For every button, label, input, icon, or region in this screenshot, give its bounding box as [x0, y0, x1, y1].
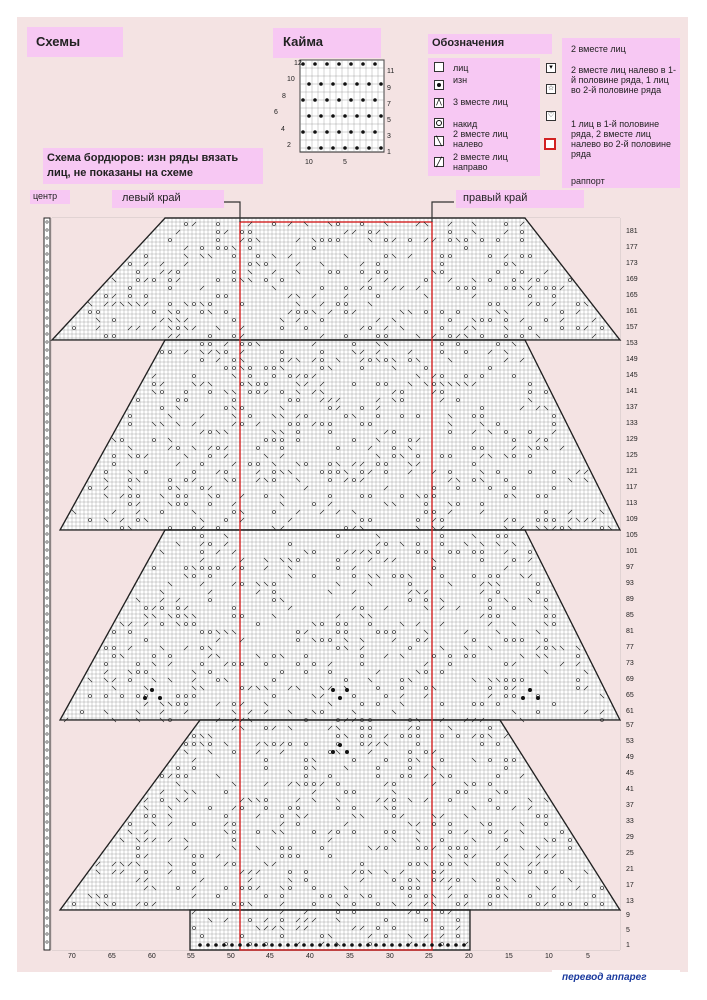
purl-stitch	[345, 688, 349, 692]
border-purl-stitch	[313, 62, 317, 66]
purl-stitch	[326, 943, 330, 947]
chart-mask	[470, 910, 620, 950]
border-purl-stitch	[319, 114, 323, 118]
purl-stitch	[206, 943, 210, 947]
column-number: 60	[148, 953, 156, 960]
left-edge-label: левый край	[122, 192, 181, 204]
border-purl-stitch	[307, 146, 311, 150]
border-row-number: 9	[387, 85, 391, 92]
border-purl-stitch	[367, 114, 371, 118]
column-number: 50	[227, 953, 235, 960]
purl-stitch	[331, 750, 335, 754]
center-label-box	[30, 190, 70, 204]
purl-stitch	[331, 688, 335, 692]
purl-stitch	[338, 696, 342, 700]
translator-credit-box	[552, 970, 680, 986]
border-purl-stitch	[331, 114, 335, 118]
schemes-title: Схемы	[36, 34, 81, 49]
border-purl-stitch	[373, 98, 377, 102]
purl-stitch	[350, 943, 354, 947]
black-dot-icon	[434, 80, 444, 90]
row-number: 157	[626, 324, 638, 331]
row-number: 17	[626, 882, 634, 889]
row-number: 101	[626, 548, 638, 555]
purl-stitch	[246, 943, 250, 947]
row-number: 109	[626, 516, 638, 523]
border-purl-stitch	[331, 146, 335, 150]
column-number: 10	[545, 953, 553, 960]
row-number: 89	[626, 596, 634, 603]
legend-item-text: 3 вместе лиц	[453, 97, 508, 107]
purl-stitch	[318, 943, 322, 947]
yarn-over-circle-icon	[434, 118, 444, 128]
row-number: 61	[626, 708, 634, 715]
legend-item-text: изн	[453, 75, 468, 85]
column-number: 55	[187, 953, 195, 960]
column-number: 5	[586, 953, 590, 960]
border-purl-stitch	[307, 114, 311, 118]
border-row-number: 12	[294, 60, 302, 67]
border-purl-stitch	[355, 114, 359, 118]
row-number: 145	[626, 372, 638, 379]
border-col-number: 10	[305, 159, 313, 166]
purl-stitch	[286, 943, 290, 947]
border-row-number: 3	[387, 133, 391, 140]
legend-title-box	[428, 34, 552, 54]
purl-stitch	[198, 943, 202, 947]
border-purl-stitch	[325, 62, 329, 66]
purl-stitch	[270, 943, 274, 947]
purl-stitch	[238, 943, 242, 947]
border-purl-stitch	[301, 98, 305, 102]
row-number: 113	[626, 500, 638, 507]
border-purl-stitch	[379, 114, 383, 118]
border-row-number: 7	[387, 101, 391, 108]
border-row-number: 6	[274, 109, 278, 116]
border-purl-stitch	[355, 82, 359, 86]
white-square-icon	[434, 62, 444, 72]
border-purl-stitch	[313, 130, 317, 134]
border-purl-stitch	[349, 62, 353, 66]
purl-stitch	[454, 943, 458, 947]
border-col-number: 5	[343, 159, 347, 166]
purl-stitch	[536, 696, 540, 700]
legend-item-text: 2 вместе лиц	[571, 44, 626, 54]
legend-item-text: 2 вместе лиц направо	[453, 152, 508, 172]
two-together-knit-icon: ▾	[546, 63, 556, 73]
border-purl-stitch	[343, 114, 347, 118]
purl-stitch	[438, 943, 442, 947]
border-purl-stitch	[361, 98, 365, 102]
column-number: 15	[505, 953, 513, 960]
border-title: Кайма	[283, 34, 323, 49]
star-symbol-icon: ☆	[547, 85, 555, 92]
row-number: 21	[626, 866, 634, 873]
chart-mask	[52, 910, 190, 950]
row-number: 37	[626, 802, 634, 809]
row-number: 29	[626, 834, 634, 841]
border-purl-stitch	[337, 130, 341, 134]
center-strip	[44, 218, 50, 950]
row-number: 97	[626, 564, 634, 571]
purl-stitch	[294, 943, 298, 947]
two-together-left-icon: ╲	[434, 136, 444, 146]
row-number: 25	[626, 850, 634, 857]
column-number: 25	[425, 953, 433, 960]
purl-stitch	[358, 943, 362, 947]
row-number: 173	[626, 260, 638, 267]
row-number: 117	[626, 484, 638, 491]
row-number: 137	[626, 404, 638, 411]
purl-stitch	[214, 943, 218, 947]
purl-stitch	[150, 688, 154, 692]
purl-stitch	[422, 943, 426, 947]
border-purl-stitch	[367, 82, 371, 86]
row-number: 73	[626, 660, 634, 667]
border-row-number: 5	[387, 117, 391, 124]
border-purl-stitch	[355, 146, 359, 150]
legend-item-text: лиц	[453, 63, 469, 73]
purl-stitch	[382, 943, 386, 947]
row-number: 125	[626, 452, 638, 459]
purl-stitch	[446, 943, 450, 947]
purl-stitch	[390, 943, 394, 947]
border-purl-stitch	[349, 98, 353, 102]
purl-stitch	[230, 943, 234, 947]
purl-stitch	[262, 943, 266, 947]
purl-stitch	[158, 696, 162, 700]
purl-stitch	[366, 943, 370, 947]
right-edge-label: правый край	[463, 192, 528, 204]
row-number: 153	[626, 340, 638, 347]
purl-stitch	[278, 943, 282, 947]
purl-stitch	[345, 750, 349, 754]
row-number: 181	[626, 228, 638, 235]
row-number: 169	[626, 276, 638, 283]
row-number: 13	[626, 898, 634, 905]
row-number: 133	[626, 420, 638, 427]
purl-stitch	[398, 943, 402, 947]
border-purl-stitch	[343, 146, 347, 150]
legend-title: Обозначения	[432, 37, 505, 49]
red-square-icon	[544, 138, 556, 150]
center-label: центр	[33, 191, 58, 201]
purl-stitch	[338, 743, 342, 747]
column-number: 30	[386, 953, 394, 960]
purl-stitch	[528, 688, 532, 692]
row-number: 165	[626, 292, 638, 299]
column-number: 70	[68, 953, 76, 960]
purl-stitch	[406, 943, 410, 947]
row-number: 141	[626, 388, 638, 395]
border-purl-stitch	[337, 62, 341, 66]
row-number: 57	[626, 722, 634, 729]
border-purl-stitch	[379, 146, 383, 150]
border-note-box	[43, 148, 263, 184]
legend-right-box	[562, 38, 680, 188]
column-number: 45	[266, 953, 274, 960]
border-row-number: 10	[287, 76, 295, 83]
border-row-number: 1	[387, 149, 391, 156]
border-purl-stitch	[373, 62, 377, 66]
border-purl-stitch	[319, 82, 323, 86]
row-number: 129	[626, 436, 638, 443]
row-number: 49	[626, 754, 634, 761]
row-number: 41	[626, 786, 634, 793]
purl-stitch	[302, 943, 306, 947]
purl-stitch	[254, 943, 258, 947]
border-row-number: 8	[282, 93, 286, 100]
row-number: 149	[626, 356, 638, 363]
left-edge-label-box	[112, 190, 224, 208]
border-row-number: 2	[287, 142, 291, 149]
row-number: 1	[626, 942, 630, 949]
row-number: 77	[626, 644, 634, 651]
border-purl-stitch	[325, 98, 329, 102]
right-edge-label-box	[456, 190, 584, 208]
purl-stitch	[462, 943, 466, 947]
row-number: 121	[626, 468, 638, 475]
border-purl-stitch	[325, 130, 329, 134]
row-number: 93	[626, 580, 634, 587]
purl-stitch	[310, 943, 314, 947]
legend-item-text: накид	[453, 119, 478, 129]
column-number: 40	[306, 953, 314, 960]
border-purl-stitch	[307, 82, 311, 86]
border-purl-stitch	[367, 146, 371, 150]
border-purl-stitch	[343, 82, 347, 86]
border-purl-stitch	[331, 82, 335, 86]
border-purl-stitch	[379, 82, 383, 86]
column-number: 20	[465, 953, 473, 960]
border-purl-stitch	[337, 98, 341, 102]
purl-stitch	[342, 943, 346, 947]
border-purl-stitch	[319, 146, 323, 150]
purl-stitch	[521, 696, 525, 700]
legend-item-text: 1 лиц в 1-й половине ряда, 2 вместе лиц налево во 2-й половине ряда	[571, 119, 671, 159]
purl-stitch	[374, 943, 378, 947]
row-number: 177	[626, 244, 638, 251]
border-row-number: 11	[387, 68, 395, 75]
row-number: 105	[626, 532, 638, 539]
border-row-number: 4	[281, 126, 285, 133]
border-purl-stitch	[361, 62, 365, 66]
border-purl-stitch	[373, 130, 377, 134]
column-number: 35	[346, 953, 354, 960]
purl-stitch	[334, 943, 338, 947]
legend-item-text: раппорт	[571, 176, 605, 186]
purl-stitch	[143, 696, 147, 700]
translator-credit: перевод anпарег	[562, 972, 647, 983]
border-note: Схема бордюров: изн ряды вязать лиц, не показаны на схеме	[47, 152, 239, 179]
border-purl-stitch	[361, 130, 365, 134]
row-number: 33	[626, 818, 634, 825]
purl-stitch	[430, 943, 434, 947]
border-purl-stitch	[313, 98, 317, 102]
row-number: 45	[626, 770, 634, 777]
row-number: 65	[626, 692, 634, 699]
three-together-knit-icon: ⋀	[434, 98, 444, 108]
legend-item-text: 2 вместе лиц налево	[453, 129, 508, 149]
schemes-title-box	[27, 27, 123, 57]
purl-stitch	[222, 943, 226, 947]
row-number: 85	[626, 612, 634, 619]
row-number: 161	[626, 308, 638, 315]
row-number: 5	[626, 927, 630, 934]
legend-item-text: 2 вместе лиц налево в 1-й половине ряда, 1 лиц во 2-й половине ряда	[571, 65, 677, 95]
border-purl-stitch	[349, 130, 353, 134]
row-number: 9	[626, 912, 630, 919]
row-number: 81	[626, 628, 634, 635]
border-purl-stitch	[301, 130, 305, 134]
heart-symbol-icon: ♡	[547, 112, 555, 119]
row-number: 53	[626, 738, 634, 745]
column-number: 65	[108, 953, 116, 960]
purl-stitch	[414, 943, 418, 947]
border-title-box	[273, 28, 381, 58]
row-number: 69	[626, 676, 634, 683]
two-together-right-icon: ╱	[434, 157, 444, 167]
